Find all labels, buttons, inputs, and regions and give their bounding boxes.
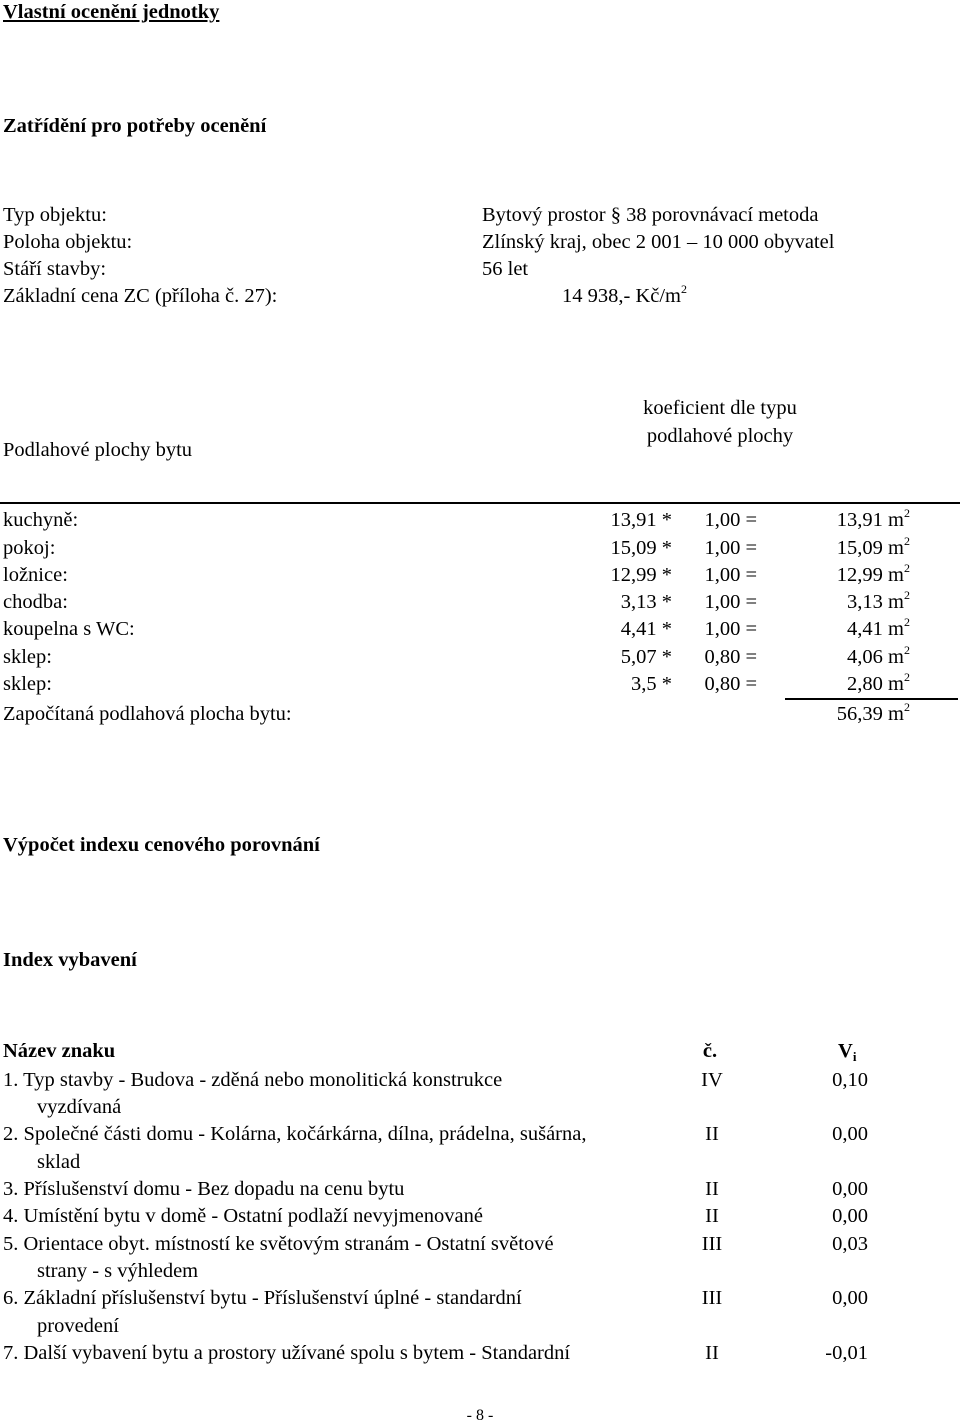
equipment-row-v: 0,03 bbox=[832, 1233, 868, 1255]
area-row-coef: 1,00 = bbox=[704, 591, 757, 613]
area-row-area: 15,09 * bbox=[610, 537, 672, 559]
equipment-col-v: $V_i$ bbox=[838, 1040, 857, 1064]
area-row-area: 5,07 * bbox=[620, 646, 672, 668]
area-row-label: sklep: bbox=[3, 646, 52, 668]
info-value-location: Zlínský kraj, obec 2 001 – 10 000 obyvatel bbox=[482, 231, 835, 253]
area-sum-rule bbox=[785, 698, 958, 700]
equipment-row-no: III bbox=[701, 1287, 723, 1309]
equipment-row-name: 7. Další vybavení bytu a prostory užívané spolu s bytem - Standardní bbox=[3, 1342, 571, 1364]
area-row-area: 3,13 * bbox=[620, 591, 672, 613]
area-total-value: 56,39 $m^2$ bbox=[836, 700, 910, 725]
equipment-row-name-cont: strany - s výhledem bbox=[37, 1260, 199, 1282]
area-table-header-right-2: podlahové plochy bbox=[646, 425, 794, 447]
info-label-type: Typ objektu: bbox=[3, 204, 107, 226]
equipment-row-no: II bbox=[705, 1205, 719, 1227]
area-row-result: 12,99 $m^2$ bbox=[836, 561, 910, 586]
area-row-label: kuchyně: bbox=[3, 509, 79, 531]
area-table-header-right-1: koeficient dle typu bbox=[643, 397, 797, 419]
area-row-coef: 1,00 = bbox=[704, 564, 757, 586]
equipment-row-no: II bbox=[705, 1342, 719, 1364]
area-table-header-left: Podlahové plochy bytu bbox=[3, 439, 193, 461]
equipment-row-v: 0,10 bbox=[832, 1069, 868, 1091]
info-value-type: Bytový prostor § 38 porovnávací metoda bbox=[482, 204, 819, 226]
info-label-base-price: Základní cena ZC (příloha č. 27): bbox=[3, 285, 278, 307]
equipment-col-name: Název znaku bbox=[3, 1040, 116, 1062]
equipment-row-no: II bbox=[705, 1178, 719, 1200]
equipment-row-v: 0,00 bbox=[832, 1123, 868, 1145]
area-row-result: 3,13 $m^2$ bbox=[847, 588, 910, 613]
area-row-label: chodba: bbox=[3, 591, 68, 613]
area-row-area: 12,99 * bbox=[610, 564, 672, 586]
area-row-result: 13,91 $m^2$ bbox=[836, 506, 910, 531]
area-row-result: 2,80 $m^2$ bbox=[847, 670, 910, 695]
area-row-coef: 1,00 = bbox=[704, 618, 757, 640]
area-row-label: sklep: bbox=[3, 673, 52, 695]
equipment-row-v: -0,01 bbox=[825, 1342, 868, 1364]
area-row-coef: 1,00 = bbox=[704, 509, 757, 531]
area-table-top-rule bbox=[0, 502, 960, 504]
info-label-age: Stáří stavby: bbox=[3, 258, 107, 280]
equipment-row-name: 2. Společné části domu - Kolárna, kočárkárna, dílna, prádelna, sušárna, bbox=[3, 1123, 587, 1145]
equipment-row-v: 0,00 bbox=[832, 1287, 868, 1309]
index-heading: Výpočet indexu cenového porovnání bbox=[3, 834, 320, 856]
area-row-label: ložnice: bbox=[3, 564, 68, 586]
equipment-row-name: 4. Umístění bytu v domě - Ostatní podlaží nevyjmenované bbox=[3, 1205, 483, 1227]
area-row-result: 4,41 $m^2$ bbox=[847, 615, 910, 640]
equipment-row-no: III bbox=[701, 1233, 723, 1255]
page-title: Vlastní ocenění jednotky bbox=[3, 1, 220, 23]
equipment-row-name: 3. Příslušenství domu - Bez dopadu na cenu bytu bbox=[3, 1178, 405, 1200]
area-row-coef: 0,80 = bbox=[704, 673, 757, 695]
equipment-heading: Index vybavení bbox=[3, 949, 137, 971]
area-row-coef: 0,80 = bbox=[704, 646, 757, 668]
area-row-coef: 1,00 = bbox=[704, 537, 757, 559]
equipment-row-name-cont: sklad bbox=[37, 1151, 81, 1173]
area-row-label: pokoj: bbox=[3, 537, 56, 559]
equipment-row-name: 5. Orientace obyt. místností ke světovým stranám - Ostatní světové bbox=[3, 1233, 554, 1255]
area-row-area: 4,41 * bbox=[620, 618, 672, 640]
area-row-label: koupelna s WC: bbox=[3, 618, 135, 640]
equipment-row-no: II bbox=[705, 1123, 719, 1145]
classification-heading: Zatřídění pro potřeby ocenění bbox=[3, 115, 267, 137]
area-row-result: 4,06 $m^2$ bbox=[847, 643, 910, 668]
equipment-row-name: 1. Typ stavby - Budova - zděná nebo monolitická konstrukce bbox=[3, 1069, 503, 1091]
equipment-row-no: IV bbox=[701, 1069, 723, 1091]
equipment-row-name-cont: provedení bbox=[37, 1315, 119, 1337]
equipment-row-name: 6. Základní příslušenství bytu - Příslušenství úplné - standardní bbox=[3, 1287, 522, 1309]
info-value-base-price: 14 938,- $Kč/m^2$ bbox=[562, 282, 687, 307]
equipment-row-v: 0,00 bbox=[832, 1178, 868, 1200]
equipment-row-name-cont: vyzdívaná bbox=[37, 1096, 122, 1118]
equipment-col-no: č. bbox=[702, 1040, 718, 1062]
area-row-area: 13,91 * bbox=[610, 509, 672, 531]
area-total-label: Započítaná podlahová plocha bytu: bbox=[3, 703, 292, 725]
area-row-area: 3,5 * bbox=[631, 673, 672, 695]
area-row-result: 15,09 $m^2$ bbox=[836, 534, 910, 559]
page-number: - 8 - bbox=[466, 1407, 494, 1424]
info-value-age: 56 let bbox=[482, 258, 529, 280]
info-label-location: Poloha objektu: bbox=[3, 231, 133, 253]
equipment-row-v: 0,00 bbox=[832, 1205, 868, 1227]
